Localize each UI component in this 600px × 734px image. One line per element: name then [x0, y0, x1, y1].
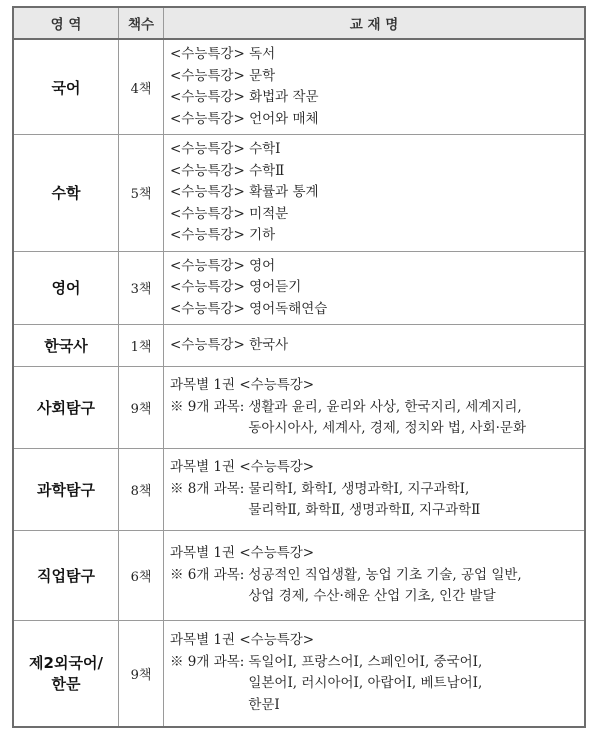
- note-label: ※ 6개 과목:: [170, 566, 245, 583]
- area-cell: 국어: [13, 39, 119, 135]
- textbook-table: [12, 6, 586, 728]
- area-cell: 직업탐구: [13, 531, 119, 621]
- subject-note: [170, 479, 580, 522]
- count-cell: 3책: [119, 251, 164, 325]
- book-item: <수능특강> 독서: [170, 46, 276, 62]
- table-row-math: [13, 135, 585, 252]
- book-item: <수능특강> 영어독해연습: [170, 300, 328, 317]
- area-line: 제2외국어/: [29, 654, 103, 673]
- books-cell: [164, 251, 586, 325]
- count-cell: 8책: [119, 449, 164, 531]
- area-cell: [13, 621, 119, 727]
- note-label: ※ 8개 과목:: [170, 480, 245, 497]
- note-line: 상업 경제, 수산·해운 산업 기초, 인간 발달: [248, 588, 496, 605]
- book-item: <수능특강> 언어와 매체: [170, 110, 319, 127]
- count-cell: 6책: [119, 531, 164, 621]
- book-intro: 과목별 1권 <수능특강>: [170, 632, 315, 649]
- note-label: ※ 9개 과목:: [170, 398, 245, 415]
- book-item: <수능특강> 수학Ⅱ: [170, 162, 285, 179]
- area-cell: 한국사: [13, 325, 119, 367]
- subject-note: [170, 652, 580, 717]
- note-line: 물리학Ⅰ, 화학Ⅰ, 생명과학Ⅰ, 지구과학Ⅰ,: [248, 480, 470, 497]
- note-line: 동아시아사, 세계사, 경제, 정치와 법, 사회·문화: [248, 420, 526, 437]
- note-line: 생활과 윤리, 윤리와 사상, 한국지리, 세계지리,: [248, 398, 522, 415]
- subject-note: [170, 397, 580, 440]
- header-books: 교 재 명: [164, 7, 586, 39]
- book-item: <수능특강> 문학: [170, 67, 276, 84]
- book-intro: 과목별 1권 <수능특강>: [170, 459, 315, 476]
- book-intro: 과목별 1권 <수능특강>: [170, 377, 315, 394]
- book-item: <수능특강> 확률과 통계: [170, 184, 319, 200]
- book-item: <수능특강> 기하: [170, 227, 276, 243]
- book-item: <수능특강> 수학Ⅰ: [170, 141, 281, 157]
- count-cell: 9책: [119, 621, 164, 727]
- header-count: 책수: [119, 7, 164, 39]
- count-cell: 5책: [119, 135, 164, 252]
- count-cell: 9책: [119, 367, 164, 449]
- book-intro: 과목별 1권 <수능특강>: [170, 545, 315, 562]
- area-line: 한문: [51, 675, 81, 694]
- books-cell: [164, 621, 586, 727]
- subject-note: [170, 565, 580, 608]
- note-line: 성공적인 직업생활, 농업 기초 기술, 공업 일반,: [248, 566, 522, 583]
- books-cell: [164, 531, 586, 621]
- table-row-korean-history: [13, 325, 585, 367]
- books-cell: [164, 135, 586, 252]
- books-cell: [164, 449, 586, 531]
- table-row-science: [13, 449, 585, 531]
- area-cell: 영어: [13, 251, 119, 325]
- table-row-second-language: [13, 621, 585, 727]
- header-area: 영 역: [13, 7, 119, 39]
- table-row-vocational: [13, 531, 585, 621]
- area-cell: 사회탐구: [13, 367, 119, 449]
- note-label: ※ 9개 과목:: [170, 653, 245, 670]
- note-line: 물리학Ⅱ, 화학Ⅱ, 생명과학Ⅱ, 지구과학Ⅱ: [248, 502, 481, 519]
- note-line: 독일어Ⅰ, 프랑스어Ⅰ, 스페인어Ⅰ, 중국어Ⅰ,: [248, 653, 483, 670]
- table-header-row: [13, 7, 585, 39]
- book-item: <수능특강> 미적분: [170, 205, 289, 222]
- books-cell: [164, 39, 586, 135]
- area-cell: 과학탐구: [13, 449, 119, 531]
- book-item: <수능특강> 화법과 작문: [170, 89, 319, 105]
- count-cell: 1책: [119, 325, 164, 367]
- books-cell: [164, 367, 586, 449]
- note-line: 한문Ⅰ: [248, 696, 280, 713]
- book-item: <수능특강> 영어: [170, 257, 276, 274]
- books-cell: [164, 325, 586, 367]
- book-item: <수능특강> 한국사: [170, 336, 289, 353]
- area-cell: 수학: [13, 135, 119, 252]
- table-row-social-studies: [13, 367, 585, 449]
- table-row-english: [13, 251, 585, 325]
- count-cell: 4책: [119, 39, 164, 135]
- note-line: 일본어Ⅰ, 러시아어Ⅰ, 아랍어Ⅰ, 베트남어Ⅰ,: [248, 675, 483, 692]
- table-row-korean: [13, 39, 585, 135]
- book-item: <수능특강> 영어듣기: [170, 279, 302, 295]
